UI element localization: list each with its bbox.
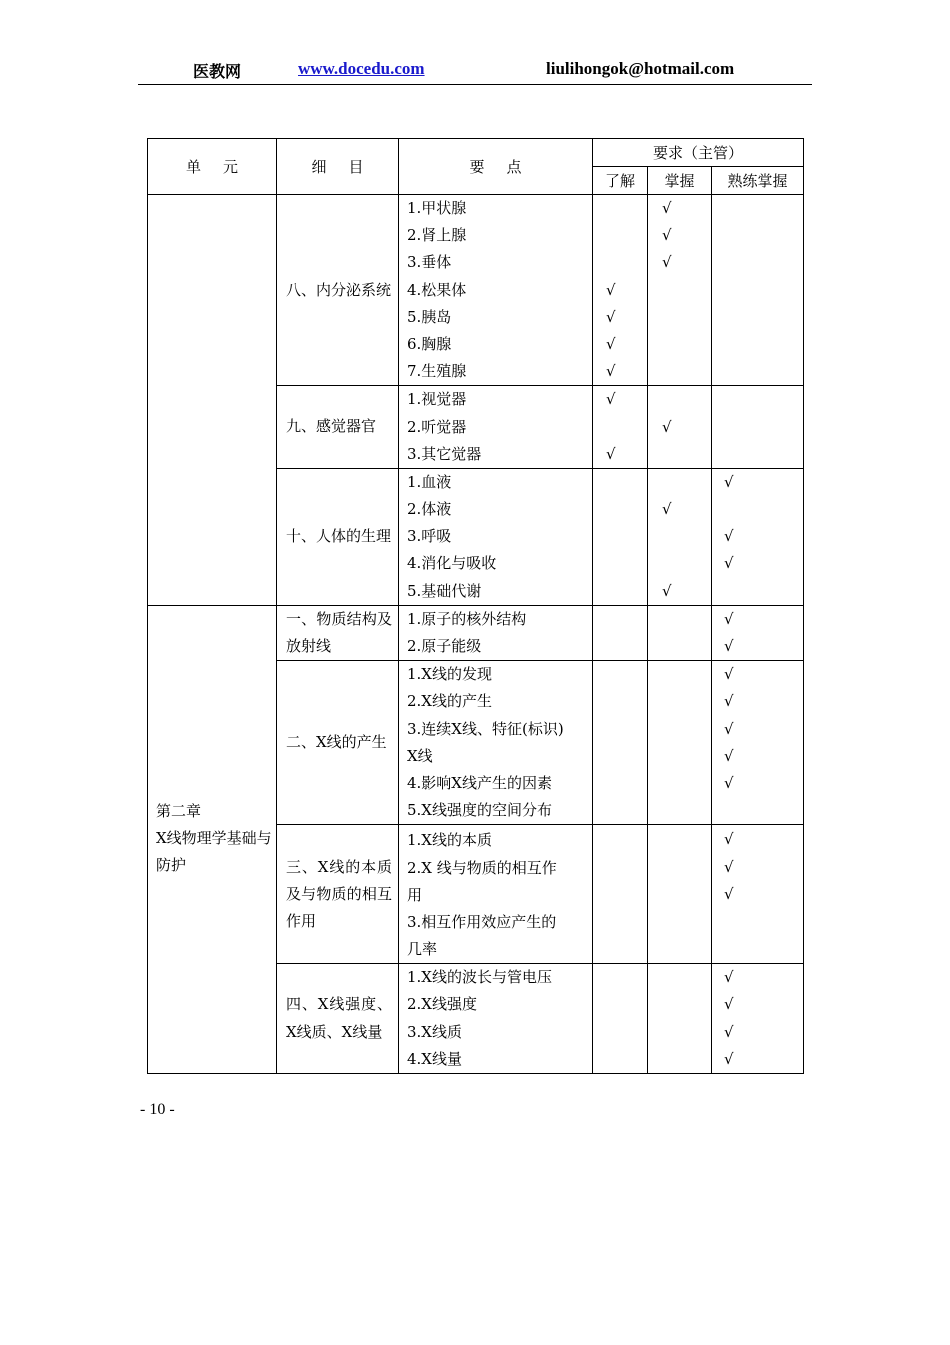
check-mark: √ xyxy=(724,968,734,987)
subitem-cell: 四、X线强度、X线质、X线量 xyxy=(277,964,399,1074)
check-mark xyxy=(712,331,803,358)
check-mark xyxy=(648,523,711,550)
check-mark xyxy=(648,441,711,468)
requirement-l2-cell xyxy=(648,386,712,469)
check-mark xyxy=(712,935,803,962)
key-point: 4.影响X线产生的因素 xyxy=(407,773,552,792)
check-mark xyxy=(593,797,647,824)
key-point: 1.甲状腺 xyxy=(407,199,467,217)
key-point: 2.X线的产生 xyxy=(407,692,492,711)
key-point: 1.X线的本质 xyxy=(407,831,492,850)
check-mark xyxy=(712,441,803,468)
contact-email: liulihongok@hotmail.com xyxy=(546,59,735,78)
requirement-l1-cell xyxy=(593,386,648,469)
check-mark xyxy=(593,523,647,550)
check-mark xyxy=(712,414,803,441)
check-mark: √ xyxy=(724,1022,734,1041)
check-mark xyxy=(648,935,711,962)
check-mark xyxy=(593,222,647,249)
check-mark xyxy=(593,550,647,577)
points-cell xyxy=(399,661,593,825)
unit-name-line: 第二章 xyxy=(156,801,202,820)
check-mark: √ xyxy=(662,199,672,217)
key-point: 2.原子能级 xyxy=(407,637,482,656)
points-cell xyxy=(399,195,593,386)
check-mark xyxy=(648,881,711,908)
key-point: 1.X线的发现 xyxy=(407,665,492,684)
key-point: 1.X线的波长与管电压 xyxy=(407,968,552,987)
points-cell xyxy=(399,964,593,1074)
check-mark xyxy=(712,195,803,222)
requirement-l3-cell xyxy=(712,964,804,1074)
check-mark xyxy=(648,854,711,881)
unit-cell-continued xyxy=(148,195,277,606)
check-mark xyxy=(593,414,647,441)
check-mark xyxy=(712,277,803,304)
check-mark: √ xyxy=(606,362,616,381)
key-point: 2.X 线与物质的相互作 xyxy=(407,858,557,877)
key-point: 3.相互作用效应产生的 xyxy=(407,912,557,931)
check-mark xyxy=(593,578,647,605)
header-subitem: 细目 xyxy=(277,139,399,195)
check-mark xyxy=(593,743,647,770)
check-mark xyxy=(648,716,711,743)
check-mark: √ xyxy=(724,719,734,738)
check-mark xyxy=(593,991,647,1018)
requirement-l2-cell xyxy=(648,605,712,660)
key-point: 3.垂体 xyxy=(407,253,452,272)
check-mark: √ xyxy=(724,554,734,573)
requirement-l3-cell xyxy=(712,195,804,386)
check-mark: √ xyxy=(724,857,734,876)
requirement-l2-cell xyxy=(648,964,712,1074)
subitem-cell: 三、X线的本质及与物质的相互作用 xyxy=(277,825,399,964)
check-mark xyxy=(648,770,711,797)
check-mark xyxy=(712,222,803,249)
requirement-l2-cell xyxy=(648,825,712,964)
key-point: 5.X线强度的空间分布 xyxy=(407,801,552,820)
subitem-cell: 二、X线的产生 xyxy=(277,661,399,825)
check-mark xyxy=(593,1046,647,1073)
check-mark xyxy=(648,550,711,577)
requirement-l1-cell xyxy=(593,964,648,1074)
syllabus-table xyxy=(147,138,804,1074)
check-mark xyxy=(593,1019,647,1046)
requirement-l3-cell xyxy=(712,386,804,469)
header-level-understand: 了解 xyxy=(593,167,648,195)
check-mark: √ xyxy=(606,444,616,463)
points-cell xyxy=(399,468,593,605)
key-point: 3.其它觉器 xyxy=(407,444,482,463)
check-mark xyxy=(593,606,647,633)
check-mark xyxy=(593,688,647,715)
key-point: 1.原子的核外结构 xyxy=(407,609,527,628)
check-mark: √ xyxy=(662,253,672,272)
check-mark xyxy=(648,797,711,824)
page-header xyxy=(138,58,812,85)
check-mark: √ xyxy=(662,500,672,519)
points-cell xyxy=(399,386,593,469)
requirement-l1-cell xyxy=(593,468,648,605)
check-mark: √ xyxy=(724,665,734,684)
check-mark xyxy=(648,743,711,770)
check-mark xyxy=(712,908,803,935)
check-mark xyxy=(648,908,711,935)
check-mark: √ xyxy=(724,773,734,792)
check-mark: √ xyxy=(662,581,672,600)
check-mark: √ xyxy=(724,746,734,765)
check-mark xyxy=(648,1046,711,1073)
check-mark: √ xyxy=(606,280,616,299)
check-mark: √ xyxy=(724,884,734,903)
check-mark xyxy=(593,249,647,276)
check-mark xyxy=(712,304,803,331)
key-point: 3.X线质 xyxy=(407,1022,462,1041)
check-mark: √ xyxy=(724,472,734,491)
key-point: 1.视觉器 xyxy=(407,390,467,409)
requirement-l2-cell xyxy=(648,195,712,386)
header-level-master: 掌握 xyxy=(648,167,712,195)
points-cell xyxy=(399,605,593,660)
check-mark: √ xyxy=(724,830,734,849)
check-mark: √ xyxy=(724,637,734,656)
check-mark xyxy=(593,908,647,935)
requirement-l1-cell xyxy=(593,605,648,660)
key-point: 4.松果体 xyxy=(407,280,467,299)
check-mark xyxy=(593,195,647,222)
requirement-l1-cell xyxy=(593,825,648,964)
check-mark xyxy=(648,661,711,688)
key-point: X线 xyxy=(407,746,433,765)
site-name: 医教网 xyxy=(193,62,242,81)
check-mark xyxy=(593,496,647,523)
key-point: 2.听觉器 xyxy=(407,417,467,436)
check-mark xyxy=(648,277,711,304)
check-mark xyxy=(712,249,803,276)
key-point: 用 xyxy=(407,885,423,904)
requirement-l3-cell xyxy=(712,605,804,660)
subitem-cell: 一、物质结构及放射线 xyxy=(277,605,399,660)
subitem-cell: 八、内分泌系统 xyxy=(277,195,399,386)
subitem-cell: 十、人体的生理 xyxy=(277,468,399,605)
check-mark xyxy=(648,358,711,385)
key-point: 4.消化与吸收 xyxy=(407,554,497,573)
key-point: 5.基础代谢 xyxy=(407,581,482,600)
requirement-l3-cell xyxy=(712,825,804,964)
check-mark xyxy=(648,964,711,991)
check-mark xyxy=(593,469,647,496)
check-mark: √ xyxy=(606,307,616,326)
key-point: 7.生殖腺 xyxy=(407,362,467,381)
check-mark xyxy=(593,826,647,853)
key-point: 2.体液 xyxy=(407,500,452,519)
check-mark xyxy=(648,633,711,660)
check-mark xyxy=(593,964,647,991)
check-mark: √ xyxy=(724,527,734,546)
check-mark xyxy=(648,304,711,331)
page-number: - 10 - xyxy=(140,1101,175,1118)
site-url-link[interactable]: www.docedu.com xyxy=(298,59,425,78)
check-mark xyxy=(648,606,711,633)
check-mark xyxy=(712,578,803,605)
check-mark xyxy=(593,770,647,797)
requirement-l3-cell xyxy=(712,661,804,825)
key-point: 3.连续X线、特征(标识) xyxy=(407,719,564,738)
check-mark xyxy=(648,688,711,715)
check-mark xyxy=(648,331,711,358)
header-key-points: 要点 xyxy=(399,139,593,195)
check-mark: √ xyxy=(724,692,734,711)
header-requirement: 要求（主管） xyxy=(593,139,804,167)
check-mark xyxy=(593,935,647,962)
header-level-proficient: 熟练掌握 xyxy=(712,167,804,195)
check-mark xyxy=(648,469,711,496)
check-mark xyxy=(593,633,647,660)
key-point: 几率 xyxy=(407,940,438,959)
key-point: 5.胰岛 xyxy=(407,307,452,326)
check-mark xyxy=(593,661,647,688)
key-point: 4.X线量 xyxy=(407,1049,462,1068)
check-mark: √ xyxy=(662,417,672,436)
check-mark xyxy=(648,386,711,413)
check-mark xyxy=(648,1019,711,1046)
key-point: 2.肾上腺 xyxy=(407,226,467,245)
check-mark xyxy=(593,716,647,743)
check-mark xyxy=(648,991,711,1018)
requirement-l3-cell xyxy=(712,468,804,605)
requirement-l1-cell xyxy=(593,195,648,386)
requirement-l2-cell xyxy=(648,468,712,605)
check-mark: √ xyxy=(724,1049,734,1068)
points-cell xyxy=(399,825,593,964)
requirement-l2-cell xyxy=(648,661,712,825)
check-mark: √ xyxy=(724,609,734,628)
check-mark: √ xyxy=(606,334,616,353)
check-mark: √ xyxy=(662,226,672,245)
unit-cell-chapter2 xyxy=(148,605,277,1073)
check-mark: √ xyxy=(606,390,616,409)
check-mark xyxy=(712,386,803,413)
header-unit: 单元 xyxy=(148,139,277,195)
key-point: 2.X线强度 xyxy=(407,995,477,1014)
check-mark xyxy=(712,797,803,824)
key-point: 3.呼吸 xyxy=(407,527,452,546)
requirement-l1-cell xyxy=(593,661,648,825)
check-mark xyxy=(712,496,803,523)
unit-name-line: X线物理学基础与防护 xyxy=(156,829,272,875)
check-mark xyxy=(648,826,711,853)
subitem-cell: 九、感觉器官 xyxy=(277,386,399,469)
key-point: 1.血液 xyxy=(407,472,452,491)
check-mark xyxy=(593,881,647,908)
check-mark xyxy=(712,358,803,385)
key-point: 6.胸腺 xyxy=(407,334,452,353)
check-mark: √ xyxy=(724,995,734,1014)
check-mark xyxy=(593,854,647,881)
